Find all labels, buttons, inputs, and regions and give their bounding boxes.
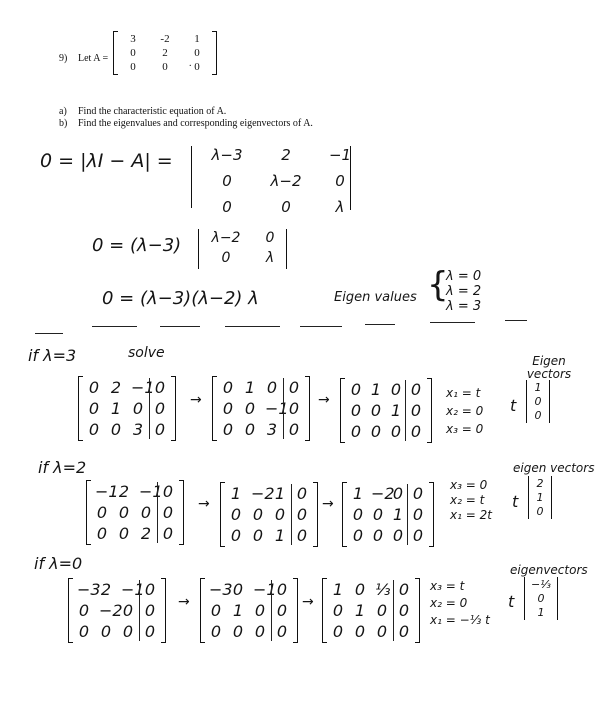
matrix-cell: 0 bbox=[144, 601, 156, 620]
augment-divider bbox=[393, 580, 394, 641]
det-bar-left bbox=[191, 146, 192, 208]
matrix-cell: 0 bbox=[96, 503, 108, 522]
eigenvectors-label: Eigen vectors bbox=[526, 354, 572, 381]
matrix-cell: 1 bbox=[354, 601, 366, 620]
matrix-cell: 1 bbox=[274, 484, 286, 503]
matrix-cell: −1 bbox=[95, 482, 119, 501]
matrix-a-cell: 0 bbox=[162, 61, 168, 73]
matrix-cell: 0 bbox=[412, 505, 424, 524]
matrix-cell: 0 bbox=[266, 378, 278, 397]
matrix-cell: 0 bbox=[144, 580, 156, 599]
augment-divider bbox=[149, 378, 150, 439]
eigenvalue-item: λ = 0 bbox=[446, 269, 482, 284]
matrix-cell: 0 bbox=[288, 399, 300, 418]
matrix-cell: 0 bbox=[288, 378, 300, 397]
case3-matrix-3 bbox=[322, 578, 420, 643]
eigenvalue-item: λ = 2 bbox=[446, 284, 482, 299]
matrix-cell: 0 bbox=[254, 622, 266, 641]
char-cell: λ−2 bbox=[270, 172, 302, 190]
matrix-cell: 0 bbox=[132, 399, 144, 418]
part-a-text: Find the characteristic equation of A. bbox=[78, 106, 227, 117]
problem-number: 9) bbox=[59, 53, 68, 64]
row-reduce-arrow: → bbox=[178, 594, 190, 610]
matrix-cell: 0 bbox=[372, 526, 384, 545]
matrix-cell: 0 bbox=[230, 526, 242, 545]
row-reduce-arrow: → bbox=[322, 496, 334, 512]
matrix-cell: 0 bbox=[350, 380, 362, 399]
matrix-cell: 0 bbox=[410, 380, 422, 399]
matrix-cell: 0 bbox=[96, 524, 108, 543]
solution-line: x₁ = −⅓ t bbox=[430, 613, 490, 627]
matrix-cell: 0 bbox=[354, 580, 366, 599]
vector-cell: 1 bbox=[536, 491, 544, 504]
solution-line: x₂ = 0 bbox=[430, 596, 468, 610]
matrix-cell: 0 bbox=[118, 524, 130, 543]
minor-bar-right bbox=[286, 229, 287, 269]
augment-divider bbox=[405, 380, 406, 441]
matrix-cell: 0 bbox=[352, 526, 364, 545]
matrix-cell: −2 bbox=[371, 484, 395, 503]
matrix-cell: 0 bbox=[352, 505, 364, 524]
minor-cell: 0 bbox=[221, 250, 231, 266]
matrix-cell: 1 bbox=[232, 601, 244, 620]
matrix-cell: 0 bbox=[354, 622, 366, 641]
matrix-cell: 2 bbox=[100, 580, 112, 599]
matrix-cell: 0 bbox=[376, 622, 388, 641]
matrix-cell: 2 bbox=[140, 524, 152, 543]
matrix-cell: 0 bbox=[410, 401, 422, 420]
matrix-cell: 0 bbox=[162, 482, 174, 501]
matrix-cell: 2 bbox=[118, 482, 130, 501]
vector-cell: 0 bbox=[534, 395, 542, 408]
eigenvectors-label: eigen vectors bbox=[513, 461, 595, 475]
matrix-cell: 0 bbox=[140, 503, 152, 522]
matrix-cell: 0 bbox=[222, 420, 234, 439]
matrix-cell: 0 bbox=[296, 505, 308, 524]
minor-cell: λ−2 bbox=[211, 230, 241, 246]
matrix-cell: −3 bbox=[209, 580, 233, 599]
solution-line: x₁ = t bbox=[446, 386, 481, 400]
matrix-cell: 0 bbox=[122, 622, 134, 641]
matrix-cell: −2 bbox=[251, 484, 275, 503]
matrix-cell: 0 bbox=[100, 622, 112, 641]
matrix-a bbox=[113, 31, 217, 75]
case1-solution bbox=[446, 384, 483, 438]
matrix-a-period: . bbox=[189, 58, 192, 69]
let-text: Let A = bbox=[78, 53, 109, 64]
matrix-a-cell: 0 bbox=[194, 61, 200, 73]
separator-dash bbox=[505, 320, 527, 321]
matrix-a-cell: 1 bbox=[194, 33, 200, 45]
case2-eigenvector bbox=[528, 476, 552, 519]
matrix-cell: 0 bbox=[370, 401, 382, 420]
matrix-a-cell: 2 bbox=[162, 47, 168, 59]
row-reduce-arrow: → bbox=[302, 594, 314, 610]
matrix-cell: 0 bbox=[410, 422, 422, 441]
minor-bar-left bbox=[198, 229, 199, 269]
matrix-cell: 0 bbox=[398, 622, 410, 641]
matrix-a-cell: 0 bbox=[194, 47, 200, 59]
case2-matrix-3 bbox=[342, 482, 434, 547]
matrix-cell: 0 bbox=[244, 420, 256, 439]
matrix-cell: 0 bbox=[350, 422, 362, 441]
matrix-a-cell: 3 bbox=[130, 33, 136, 45]
matrix-cell: 0 bbox=[274, 505, 286, 524]
matrix-a-cell: -2 bbox=[160, 33, 170, 45]
matrix-cell: 0 bbox=[412, 526, 424, 545]
matrix-cell: 0 bbox=[222, 399, 234, 418]
row-reduce-arrow: → bbox=[198, 496, 210, 512]
eigenvalues-brace: { bbox=[427, 265, 449, 305]
char-cell: λ bbox=[335, 198, 345, 216]
matrix-cell: 0 bbox=[370, 422, 382, 441]
matrix-cell: 0 bbox=[118, 503, 130, 522]
char-cell: 0 bbox=[222, 172, 232, 190]
case1-matrix-2 bbox=[212, 376, 310, 441]
matrix-cell: ⅓ bbox=[375, 580, 391, 599]
case3-eigenvector bbox=[524, 577, 558, 620]
matrix-cell: 1 bbox=[110, 399, 122, 418]
matrix-cell: 3 bbox=[132, 420, 144, 439]
char-matrix bbox=[202, 146, 360, 216]
vector-cell: 0 bbox=[537, 592, 545, 605]
matrix-cell: 0 bbox=[412, 484, 424, 503]
row-reduce-arrow: → bbox=[190, 392, 202, 408]
matrix-cell: 0 bbox=[392, 526, 404, 545]
case-heading: if λ=0 bbox=[34, 554, 83, 573]
case2-matrix-2 bbox=[220, 482, 318, 547]
matrix-cell: 1 bbox=[352, 484, 364, 503]
matrix-cell: 1 bbox=[244, 378, 256, 397]
vector-cell: 1 bbox=[537, 606, 545, 619]
matrix-cell: 0 bbox=[390, 422, 402, 441]
matrix-cell: 0 bbox=[162, 503, 174, 522]
matrix-cell: 0 bbox=[332, 622, 344, 641]
separator-dash bbox=[160, 326, 200, 327]
char-cell: 0 bbox=[222, 198, 232, 216]
separator-dash bbox=[300, 326, 342, 327]
case1-eigenvector bbox=[526, 380, 550, 423]
matrix-cell: 2 bbox=[110, 378, 122, 397]
eigenvalue-item: λ = 3 bbox=[446, 299, 482, 314]
solution-line: x₂ = 0 bbox=[446, 404, 484, 418]
matrix-cell: 3 bbox=[266, 420, 278, 439]
matrix-cell: 1 bbox=[390, 401, 402, 420]
matrix-cell: 0 bbox=[372, 505, 384, 524]
char-eq-lhs: 0 = |λI − A| = bbox=[40, 150, 173, 172]
row-reduce-arrow: → bbox=[318, 392, 330, 408]
matrix-cell: 1 bbox=[230, 484, 242, 503]
matrix-cell: 0 bbox=[244, 399, 256, 418]
matrix-cell: 0 bbox=[88, 420, 100, 439]
char-cell: 2 bbox=[281, 146, 291, 164]
case2-solution bbox=[450, 478, 492, 523]
matrix-cell: 0 bbox=[276, 622, 288, 641]
matrix-cell: 0 bbox=[78, 622, 90, 641]
case2-matrix-1 bbox=[86, 480, 184, 545]
matrix-cell: 1 bbox=[274, 526, 286, 545]
separator-dash bbox=[92, 326, 137, 327]
matrix-cell: −1 bbox=[131, 378, 155, 397]
matrix-cell: −1 bbox=[139, 482, 163, 501]
part-b-label: b) bbox=[59, 118, 68, 129]
matrix-cell: 0 bbox=[210, 622, 222, 641]
matrix-cell: 0 bbox=[398, 580, 410, 599]
vector-cell: 0 bbox=[534, 409, 542, 422]
case1-matrix-1 bbox=[78, 376, 176, 441]
matrix-cell: 0 bbox=[154, 378, 166, 397]
minor-cell: 0 bbox=[265, 230, 275, 246]
det-bar-right bbox=[350, 146, 351, 210]
matrix-cell: 0 bbox=[154, 420, 166, 439]
matrix-cell: 0 bbox=[332, 601, 344, 620]
matrix-cell: 0 bbox=[230, 505, 242, 524]
case3-matrix-2 bbox=[200, 578, 298, 643]
matrix-cell: 0 bbox=[144, 622, 156, 641]
matrix-cell: 0 bbox=[88, 399, 100, 418]
matrix-cell: 0 bbox=[232, 580, 244, 599]
matrix-cell: 0 bbox=[288, 420, 300, 439]
matrix-cell: 0 bbox=[398, 601, 410, 620]
matrix-cell: 1 bbox=[332, 580, 344, 599]
matrix-cell: 0 bbox=[276, 601, 288, 620]
parameter-t: t bbox=[508, 592, 515, 611]
separator-dash bbox=[365, 324, 395, 325]
matrix-cell: −2 bbox=[99, 601, 123, 620]
matrix-cell: 0 bbox=[154, 399, 166, 418]
case3-solution bbox=[430, 578, 490, 629]
matrix-cell: −1 bbox=[121, 580, 145, 599]
solution-line: x₂ = t bbox=[450, 493, 485, 507]
matrix-cell: 0 bbox=[296, 484, 308, 503]
part-b-text: Find the eigenvalues and corresponding eigenvectors of A. bbox=[78, 118, 313, 129]
eigenvectors-label: eigenvectors bbox=[510, 563, 588, 577]
augment-divider bbox=[283, 378, 284, 439]
eigenvalues-label: Eigen values bbox=[334, 290, 417, 305]
vector-cell: −⅓ bbox=[531, 578, 551, 591]
char-cell: 0 bbox=[281, 198, 291, 216]
separator-dash bbox=[225, 326, 280, 327]
solution-line: x₃ = 0 bbox=[446, 422, 484, 436]
augment-divider bbox=[407, 484, 408, 545]
matrix-a-cell: 0 bbox=[130, 47, 136, 59]
matrix-cell: 0 bbox=[296, 526, 308, 545]
matrix-cell: 0 bbox=[392, 484, 404, 503]
matrix-cell: 0 bbox=[122, 601, 134, 620]
matrix-cell: 0 bbox=[162, 524, 174, 543]
char-cell: −1 bbox=[328, 146, 352, 164]
matrix-cell: 0 bbox=[350, 401, 362, 420]
matrix-a-cell: 0 bbox=[130, 61, 136, 73]
case3-matrix-1 bbox=[68, 578, 166, 643]
part-a-label: a) bbox=[59, 106, 67, 117]
augment-divider bbox=[157, 482, 158, 543]
matrix-cell: 0 bbox=[222, 378, 234, 397]
matrix-cell: 0 bbox=[232, 622, 244, 641]
minor-cell: λ bbox=[265, 250, 275, 266]
matrix-cell: 0 bbox=[252, 526, 264, 545]
matrix-cell: −3 bbox=[77, 580, 101, 599]
case1-matrix-3 bbox=[340, 378, 432, 443]
vector-cell: 0 bbox=[536, 505, 544, 518]
augment-divider bbox=[139, 580, 140, 641]
separator-dash bbox=[35, 333, 63, 334]
matrix-cell: 1 bbox=[370, 380, 382, 399]
step2-matrix bbox=[206, 230, 285, 266]
char-cell: λ−3 bbox=[211, 146, 243, 164]
matrix-cell: 0 bbox=[110, 420, 122, 439]
parameter-t: t bbox=[510, 396, 517, 415]
matrix-cell: 0 bbox=[88, 378, 100, 397]
solution-line: x₁ = 2t bbox=[450, 508, 492, 522]
matrix-cell: 0 bbox=[210, 601, 222, 620]
matrix-cell: 0 bbox=[254, 601, 266, 620]
matrix-cell: 0 bbox=[390, 380, 402, 399]
solution-line: x₃ = 0 bbox=[450, 478, 488, 492]
case-note: solve bbox=[128, 345, 165, 361]
matrix-cell: −1 bbox=[265, 399, 289, 418]
case-heading: if λ=3 bbox=[28, 346, 77, 365]
char-cell: 0 bbox=[335, 172, 345, 190]
matrix-cell: 0 bbox=[376, 601, 388, 620]
matrix-cell: 0 bbox=[78, 601, 90, 620]
step2-lhs: 0 = (λ−3) bbox=[92, 235, 182, 256]
step3-equation: 0 = (λ−3)(λ−2) λ bbox=[102, 288, 259, 309]
matrix-cell: −1 bbox=[253, 580, 277, 599]
case-heading: if λ=2 bbox=[38, 458, 87, 477]
separator-dash bbox=[430, 322, 475, 323]
matrix-cell: 1 bbox=[392, 505, 404, 524]
solution-line: x₃ = t bbox=[430, 579, 465, 593]
augment-divider bbox=[271, 580, 272, 641]
augment-divider bbox=[291, 484, 292, 545]
vector-cell: 1 bbox=[534, 381, 542, 394]
parameter-t: t bbox=[512, 492, 519, 511]
matrix-cell: 0 bbox=[276, 580, 288, 599]
matrix-cell: 0 bbox=[252, 505, 264, 524]
vector-cell: 2 bbox=[536, 477, 544, 490]
